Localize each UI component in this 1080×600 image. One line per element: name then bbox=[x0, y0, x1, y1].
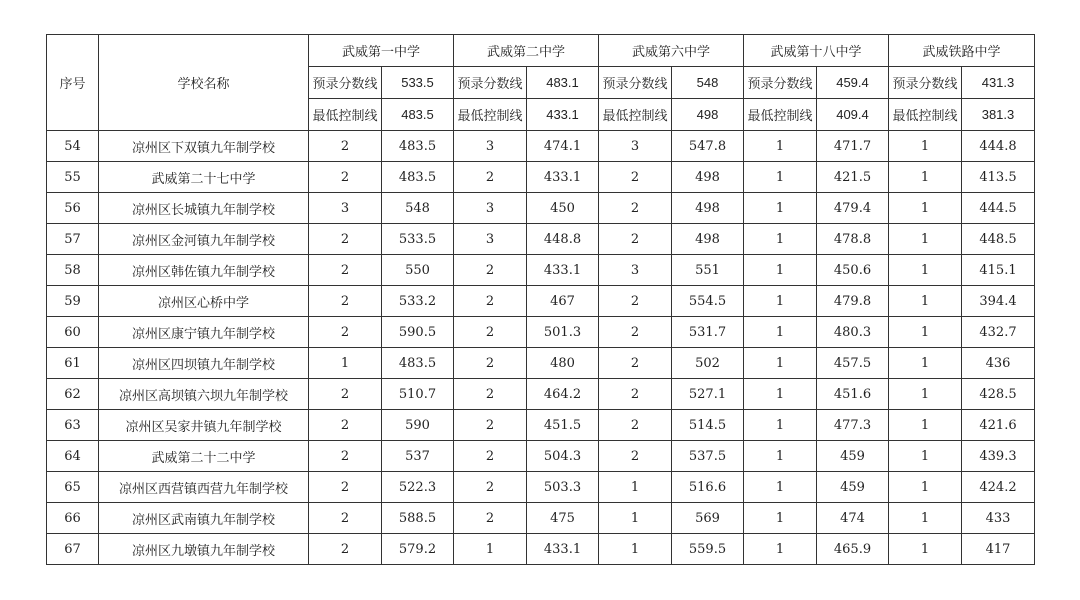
quota-cell: 1 bbox=[744, 379, 817, 410]
score-cell: 522.3 bbox=[382, 472, 454, 503]
score-cell: 569 bbox=[672, 503, 744, 534]
min-score-value: 433.1 bbox=[527, 99, 599, 131]
quota-cell: 3 bbox=[454, 131, 527, 162]
row-number: 62 bbox=[47, 379, 99, 410]
score-cell: 554.5 bbox=[672, 286, 744, 317]
quota-cell: 1 bbox=[744, 534, 817, 565]
header-row-schools bbox=[47, 35, 1035, 67]
school-header: 武威第十八中学 bbox=[744, 35, 889, 67]
score-cell: 464.2 bbox=[527, 379, 599, 410]
pre-score-label: 预录分数线 bbox=[744, 67, 817, 99]
row-number: 58 bbox=[47, 255, 99, 286]
admission-score-table bbox=[46, 34, 1035, 565]
score-cell: 424.2 bbox=[962, 472, 1035, 503]
school-name-cell: 凉州区西营镇西营九年制学校 bbox=[99, 472, 309, 503]
quota-cell: 2 bbox=[309, 379, 382, 410]
row-number: 61 bbox=[47, 348, 99, 379]
row-number: 57 bbox=[47, 224, 99, 255]
score-cell: 479.4 bbox=[817, 193, 889, 224]
score-cell: 433.1 bbox=[527, 534, 599, 565]
score-cell: 559.5 bbox=[672, 534, 744, 565]
table-row bbox=[47, 348, 1035, 379]
table-row bbox=[47, 224, 1035, 255]
score-cell: 428.5 bbox=[962, 379, 1035, 410]
school-name-cell: 凉州区康宁镇九年制学校 bbox=[99, 317, 309, 348]
school-name-cell: 凉州区九墩镇九年制学校 bbox=[99, 534, 309, 565]
quota-cell: 3 bbox=[454, 224, 527, 255]
table-row bbox=[47, 410, 1035, 441]
row-number: 67 bbox=[47, 534, 99, 565]
quota-cell: 1 bbox=[889, 162, 962, 193]
score-cell: 548 bbox=[382, 193, 454, 224]
quota-cell: 2 bbox=[309, 286, 382, 317]
score-cell: 537 bbox=[382, 441, 454, 472]
quota-cell: 2 bbox=[454, 348, 527, 379]
table-row bbox=[47, 534, 1035, 565]
score-cell: 471.7 bbox=[817, 131, 889, 162]
score-cell: 483.5 bbox=[382, 131, 454, 162]
table-row bbox=[47, 472, 1035, 503]
quota-cell: 1 bbox=[599, 503, 672, 534]
quota-cell: 2 bbox=[599, 317, 672, 348]
pre-score-value: 533.5 bbox=[382, 67, 454, 99]
quota-cell: 3 bbox=[454, 193, 527, 224]
school-header: 武威第六中学 bbox=[599, 35, 744, 67]
pre-score-value: 483.1 bbox=[527, 67, 599, 99]
score-cell: 439.3 bbox=[962, 441, 1035, 472]
score-cell: 436 bbox=[962, 348, 1035, 379]
score-cell: 450.6 bbox=[817, 255, 889, 286]
score-cell: 394.4 bbox=[962, 286, 1035, 317]
quota-cell: 1 bbox=[744, 131, 817, 162]
school-name-cell: 凉州区金河镇九年制学校 bbox=[99, 224, 309, 255]
score-cell: 533.5 bbox=[382, 224, 454, 255]
quota-cell: 2 bbox=[454, 503, 527, 534]
row-number: 64 bbox=[47, 441, 99, 472]
quota-cell: 1 bbox=[309, 348, 382, 379]
table-row bbox=[47, 162, 1035, 193]
quota-cell: 1 bbox=[744, 503, 817, 534]
quota-cell: 2 bbox=[309, 224, 382, 255]
score-cell: 417 bbox=[962, 534, 1035, 565]
quota-cell: 2 bbox=[599, 441, 672, 472]
quota-cell: 2 bbox=[599, 286, 672, 317]
quota-cell: 1 bbox=[889, 131, 962, 162]
min-score-label: 最低控制线 bbox=[889, 99, 962, 131]
quota-cell: 1 bbox=[744, 162, 817, 193]
quota-cell: 2 bbox=[599, 379, 672, 410]
score-cell: 474 bbox=[817, 503, 889, 534]
school-name-cell: 武威第二十七中学 bbox=[99, 162, 309, 193]
quota-cell: 1 bbox=[744, 410, 817, 441]
score-cell: 551 bbox=[672, 255, 744, 286]
score-cell: 531.7 bbox=[672, 317, 744, 348]
table-row bbox=[47, 441, 1035, 472]
quota-cell: 1 bbox=[744, 317, 817, 348]
score-cell: 550 bbox=[382, 255, 454, 286]
row-number: 66 bbox=[47, 503, 99, 534]
quota-cell: 1 bbox=[889, 255, 962, 286]
quota-cell: 1 bbox=[744, 472, 817, 503]
score-cell: 527.1 bbox=[672, 379, 744, 410]
score-cell: 459 bbox=[817, 441, 889, 472]
quota-cell: 2 bbox=[309, 410, 382, 441]
min-score-label: 最低控制线 bbox=[599, 99, 672, 131]
quota-cell: 1 bbox=[744, 193, 817, 224]
quota-cell: 2 bbox=[454, 317, 527, 348]
quota-cell: 1 bbox=[889, 472, 962, 503]
pre-score-label: 预录分数线 bbox=[309, 67, 382, 99]
quota-cell: 1 bbox=[889, 286, 962, 317]
score-cell: 478.8 bbox=[817, 224, 889, 255]
row-number: 55 bbox=[47, 162, 99, 193]
score-cell: 503.3 bbox=[527, 472, 599, 503]
row-number: 60 bbox=[47, 317, 99, 348]
score-cell: 579.2 bbox=[382, 534, 454, 565]
min-score-label: 最低控制线 bbox=[309, 99, 382, 131]
score-cell: 433.1 bbox=[527, 255, 599, 286]
pre-score-value: 459.4 bbox=[817, 67, 889, 99]
row-number: 63 bbox=[47, 410, 99, 441]
quota-cell: 2 bbox=[309, 534, 382, 565]
school-name-cell: 凉州区心桥中学 bbox=[99, 286, 309, 317]
school-name-cell: 武威第二十二中学 bbox=[99, 441, 309, 472]
school-name-cell: 凉州区四坝镇九年制学校 bbox=[99, 348, 309, 379]
score-cell: 498 bbox=[672, 193, 744, 224]
quota-cell: 2 bbox=[454, 441, 527, 472]
quota-cell: 1 bbox=[889, 534, 962, 565]
min-score-label: 最低控制线 bbox=[744, 99, 817, 131]
quota-cell: 3 bbox=[309, 193, 382, 224]
score-cell: 475 bbox=[527, 503, 599, 534]
score-cell: 415.1 bbox=[962, 255, 1035, 286]
score-cell: 514.5 bbox=[672, 410, 744, 441]
quota-cell: 2 bbox=[309, 255, 382, 286]
quota-cell: 2 bbox=[454, 286, 527, 317]
score-cell: 510.7 bbox=[382, 379, 454, 410]
quota-cell: 2 bbox=[309, 131, 382, 162]
score-cell: 444.8 bbox=[962, 131, 1035, 162]
row-number: 65 bbox=[47, 472, 99, 503]
score-cell: 432.7 bbox=[962, 317, 1035, 348]
table-row bbox=[47, 131, 1035, 162]
min-score-value: 483.5 bbox=[382, 99, 454, 131]
quota-cell: 1 bbox=[744, 224, 817, 255]
quota-cell: 1 bbox=[889, 317, 962, 348]
seq-header: 序号 bbox=[47, 35, 99, 131]
school-header: 武威第一中学 bbox=[309, 35, 454, 67]
score-cell: 450 bbox=[527, 193, 599, 224]
score-cell: 479.8 bbox=[817, 286, 889, 317]
quota-cell: 1 bbox=[889, 193, 962, 224]
school-name-header: 学校名称 bbox=[99, 35, 309, 131]
pre-score-label: 预录分数线 bbox=[889, 67, 962, 99]
quota-cell: 2 bbox=[599, 224, 672, 255]
score-cell: 590 bbox=[382, 410, 454, 441]
score-cell: 483.5 bbox=[382, 348, 454, 379]
score-cell: 537.5 bbox=[672, 441, 744, 472]
quota-cell: 2 bbox=[309, 317, 382, 348]
score-cell: 433 bbox=[962, 503, 1035, 534]
row-number: 56 bbox=[47, 193, 99, 224]
score-cell: 502 bbox=[672, 348, 744, 379]
quota-cell: 2 bbox=[309, 441, 382, 472]
school-header: 武威第二中学 bbox=[454, 35, 599, 67]
pre-score-value: 548 bbox=[672, 67, 744, 99]
quota-cell: 1 bbox=[889, 503, 962, 534]
score-cell: 465.9 bbox=[817, 534, 889, 565]
quota-cell: 2 bbox=[309, 472, 382, 503]
score-cell: 477.3 bbox=[817, 410, 889, 441]
school-name-cell: 凉州区吴家井镇九年制学校 bbox=[99, 410, 309, 441]
score-table-container bbox=[46, 34, 1035, 565]
score-cell: 547.8 bbox=[672, 131, 744, 162]
table-row bbox=[47, 379, 1035, 410]
min-score-value: 409.4 bbox=[817, 99, 889, 131]
quota-cell: 1 bbox=[889, 410, 962, 441]
row-number: 59 bbox=[47, 286, 99, 317]
quota-cell: 2 bbox=[454, 379, 527, 410]
school-name-cell: 凉州区武南镇九年制学校 bbox=[99, 503, 309, 534]
quota-cell: 1 bbox=[454, 534, 527, 565]
score-cell: 516.6 bbox=[672, 472, 744, 503]
score-cell: 459 bbox=[817, 472, 889, 503]
quota-cell: 1 bbox=[744, 255, 817, 286]
score-cell: 483.5 bbox=[382, 162, 454, 193]
quota-cell: 1 bbox=[599, 534, 672, 565]
table-row bbox=[47, 193, 1035, 224]
min-score-label: 最低控制线 bbox=[454, 99, 527, 131]
quota-cell: 3 bbox=[599, 131, 672, 162]
score-cell: 498 bbox=[672, 162, 744, 193]
quota-cell: 2 bbox=[599, 410, 672, 441]
score-cell: 413.5 bbox=[962, 162, 1035, 193]
school-name-cell: 凉州区韩佐镇九年制学校 bbox=[99, 255, 309, 286]
score-cell: 590.5 bbox=[382, 317, 454, 348]
score-cell: 421.5 bbox=[817, 162, 889, 193]
table-row bbox=[47, 255, 1035, 286]
score-cell: 448.5 bbox=[962, 224, 1035, 255]
score-cell: 533.2 bbox=[382, 286, 454, 317]
score-cell: 504.3 bbox=[527, 441, 599, 472]
score-cell: 448.8 bbox=[527, 224, 599, 255]
pre-score-value: 431.3 bbox=[962, 67, 1035, 99]
quota-cell: 2 bbox=[454, 162, 527, 193]
score-cell: 433.1 bbox=[527, 162, 599, 193]
quota-cell: 3 bbox=[599, 255, 672, 286]
quota-cell: 1 bbox=[889, 441, 962, 472]
table-row bbox=[47, 286, 1035, 317]
quota-cell: 1 bbox=[889, 224, 962, 255]
pre-score-label: 预录分数线 bbox=[599, 67, 672, 99]
school-name-cell: 凉州区高坝镇六坝九年制学校 bbox=[99, 379, 309, 410]
score-cell: 480.3 bbox=[817, 317, 889, 348]
school-header: 武威铁路中学 bbox=[889, 35, 1035, 67]
score-cell: 444.5 bbox=[962, 193, 1035, 224]
table-row bbox=[47, 317, 1035, 348]
quota-cell: 1 bbox=[599, 472, 672, 503]
row-number: 54 bbox=[47, 131, 99, 162]
score-cell: 474.1 bbox=[527, 131, 599, 162]
quota-cell: 2 bbox=[599, 193, 672, 224]
score-cell: 498 bbox=[672, 224, 744, 255]
min-score-value: 381.3 bbox=[962, 99, 1035, 131]
quota-cell: 2 bbox=[309, 162, 382, 193]
score-cell: 457.5 bbox=[817, 348, 889, 379]
quota-cell: 1 bbox=[744, 441, 817, 472]
score-cell: 451.5 bbox=[527, 410, 599, 441]
quota-cell: 2 bbox=[309, 503, 382, 534]
score-cell: 467 bbox=[527, 286, 599, 317]
quota-cell: 2 bbox=[454, 255, 527, 286]
quota-cell: 1 bbox=[889, 348, 962, 379]
quota-cell: 2 bbox=[454, 410, 527, 441]
pre-score-label: 预录分数线 bbox=[454, 67, 527, 99]
score-cell: 480 bbox=[527, 348, 599, 379]
score-cell: 588.5 bbox=[382, 503, 454, 534]
table-row bbox=[47, 503, 1035, 534]
quota-cell: 2 bbox=[599, 348, 672, 379]
min-score-value: 498 bbox=[672, 99, 744, 131]
score-cell: 451.6 bbox=[817, 379, 889, 410]
school-name-cell: 凉州区长城镇九年制学校 bbox=[99, 193, 309, 224]
quota-cell: 1 bbox=[744, 348, 817, 379]
quota-cell: 2 bbox=[454, 472, 527, 503]
quota-cell: 1 bbox=[889, 379, 962, 410]
score-cell: 501.3 bbox=[527, 317, 599, 348]
quota-cell: 2 bbox=[599, 162, 672, 193]
score-cell: 421.6 bbox=[962, 410, 1035, 441]
school-name-cell: 凉州区下双镇九年制学校 bbox=[99, 131, 309, 162]
quota-cell: 1 bbox=[744, 286, 817, 317]
